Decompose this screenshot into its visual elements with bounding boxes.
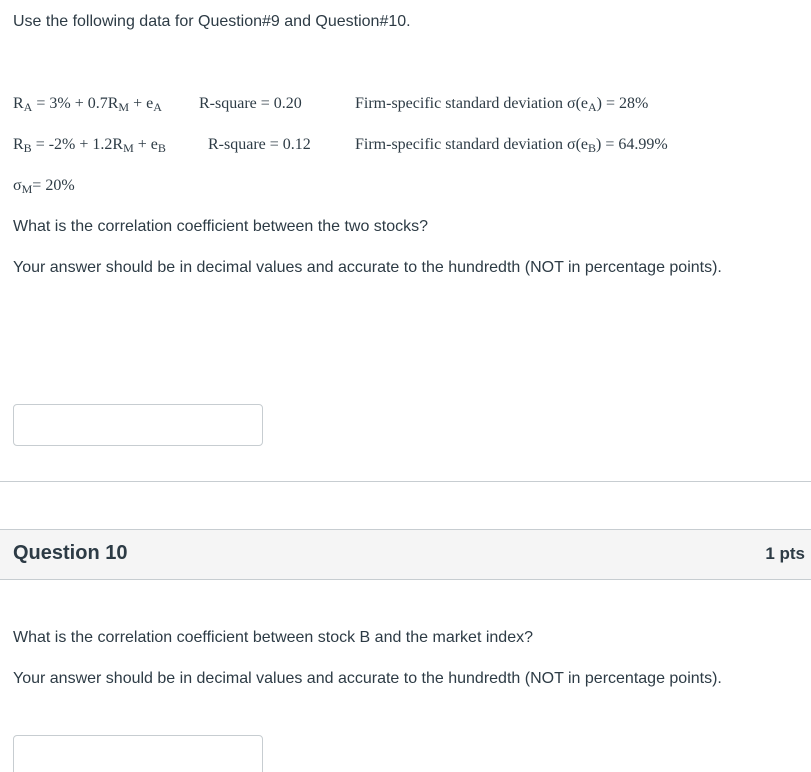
- question10-answer-input[interactable]: [13, 735, 263, 772]
- sigma-m-tail: = 20%: [32, 177, 75, 194]
- sigma-m-sub: M: [21, 182, 33, 196]
- question9-answer-input[interactable]: [13, 404, 263, 446]
- sd-b: [355, 135, 668, 155]
- sd-b-sub: B: [588, 141, 597, 155]
- question10-points: 1 pts: [765, 544, 805, 563]
- sd-a-text: Firm-specific standard deviation σ(e: [355, 95, 588, 112]
- sd-a-sub: A: [588, 100, 597, 114]
- equation-a-r: R: [13, 95, 24, 112]
- question10-instruction: Your answer should be in decimal values and accurate to the hundredth (NOT in percentage points).: [13, 670, 722, 687]
- equation-b-plus: + e: [133, 136, 158, 153]
- question9-instruction: Your answer should be in decimal values and accurate to the hundredth (NOT in percentage points).: [13, 259, 722, 276]
- equation-a-plus: + e: [129, 95, 154, 112]
- equation-a-e-sub: A: [153, 100, 162, 114]
- question-divider: [0, 481, 811, 482]
- sd-a: [355, 94, 648, 114]
- equation-b: [13, 135, 166, 155]
- equation-b-m-sub: M: [123, 141, 134, 155]
- question10-title: Question 10: [13, 542, 128, 564]
- rsquare-b: R-square = 0.12: [208, 136, 311, 153]
- equation-a: [13, 94, 162, 114]
- intro-text: Use the following data for Question#9 and Question#10.: [13, 13, 411, 30]
- sigma-m-symbol: σ: [13, 177, 22, 194]
- question10-text: What is the correlation coefficient between stock B and the market index?: [13, 629, 533, 646]
- equation-a-formula: = 3% + 0.7R: [32, 95, 119, 112]
- equation-a-r-sub: A: [23, 100, 33, 114]
- sigma-m: [13, 176, 75, 196]
- question10-header: [0, 529, 811, 580]
- equation-b-r: R: [13, 136, 24, 153]
- equation-b-formula: = -2% + 1.2R: [31, 136, 124, 153]
- equation-a-m-sub: M: [118, 100, 130, 114]
- equation-b-r-sub: B: [23, 141, 32, 155]
- question9-text: What is the correlation coefficient between the two stocks?: [13, 218, 429, 235]
- sd-a-tail: ) = 28%: [596, 95, 649, 112]
- rsquare-a: R-square = 0.20: [199, 95, 302, 112]
- sd-b-tail: ) = 64.99%: [596, 136, 668, 153]
- sd-b-text: Firm-specific standard deviation σ(e: [355, 136, 588, 153]
- equation-b-e-sub: B: [157, 141, 166, 155]
